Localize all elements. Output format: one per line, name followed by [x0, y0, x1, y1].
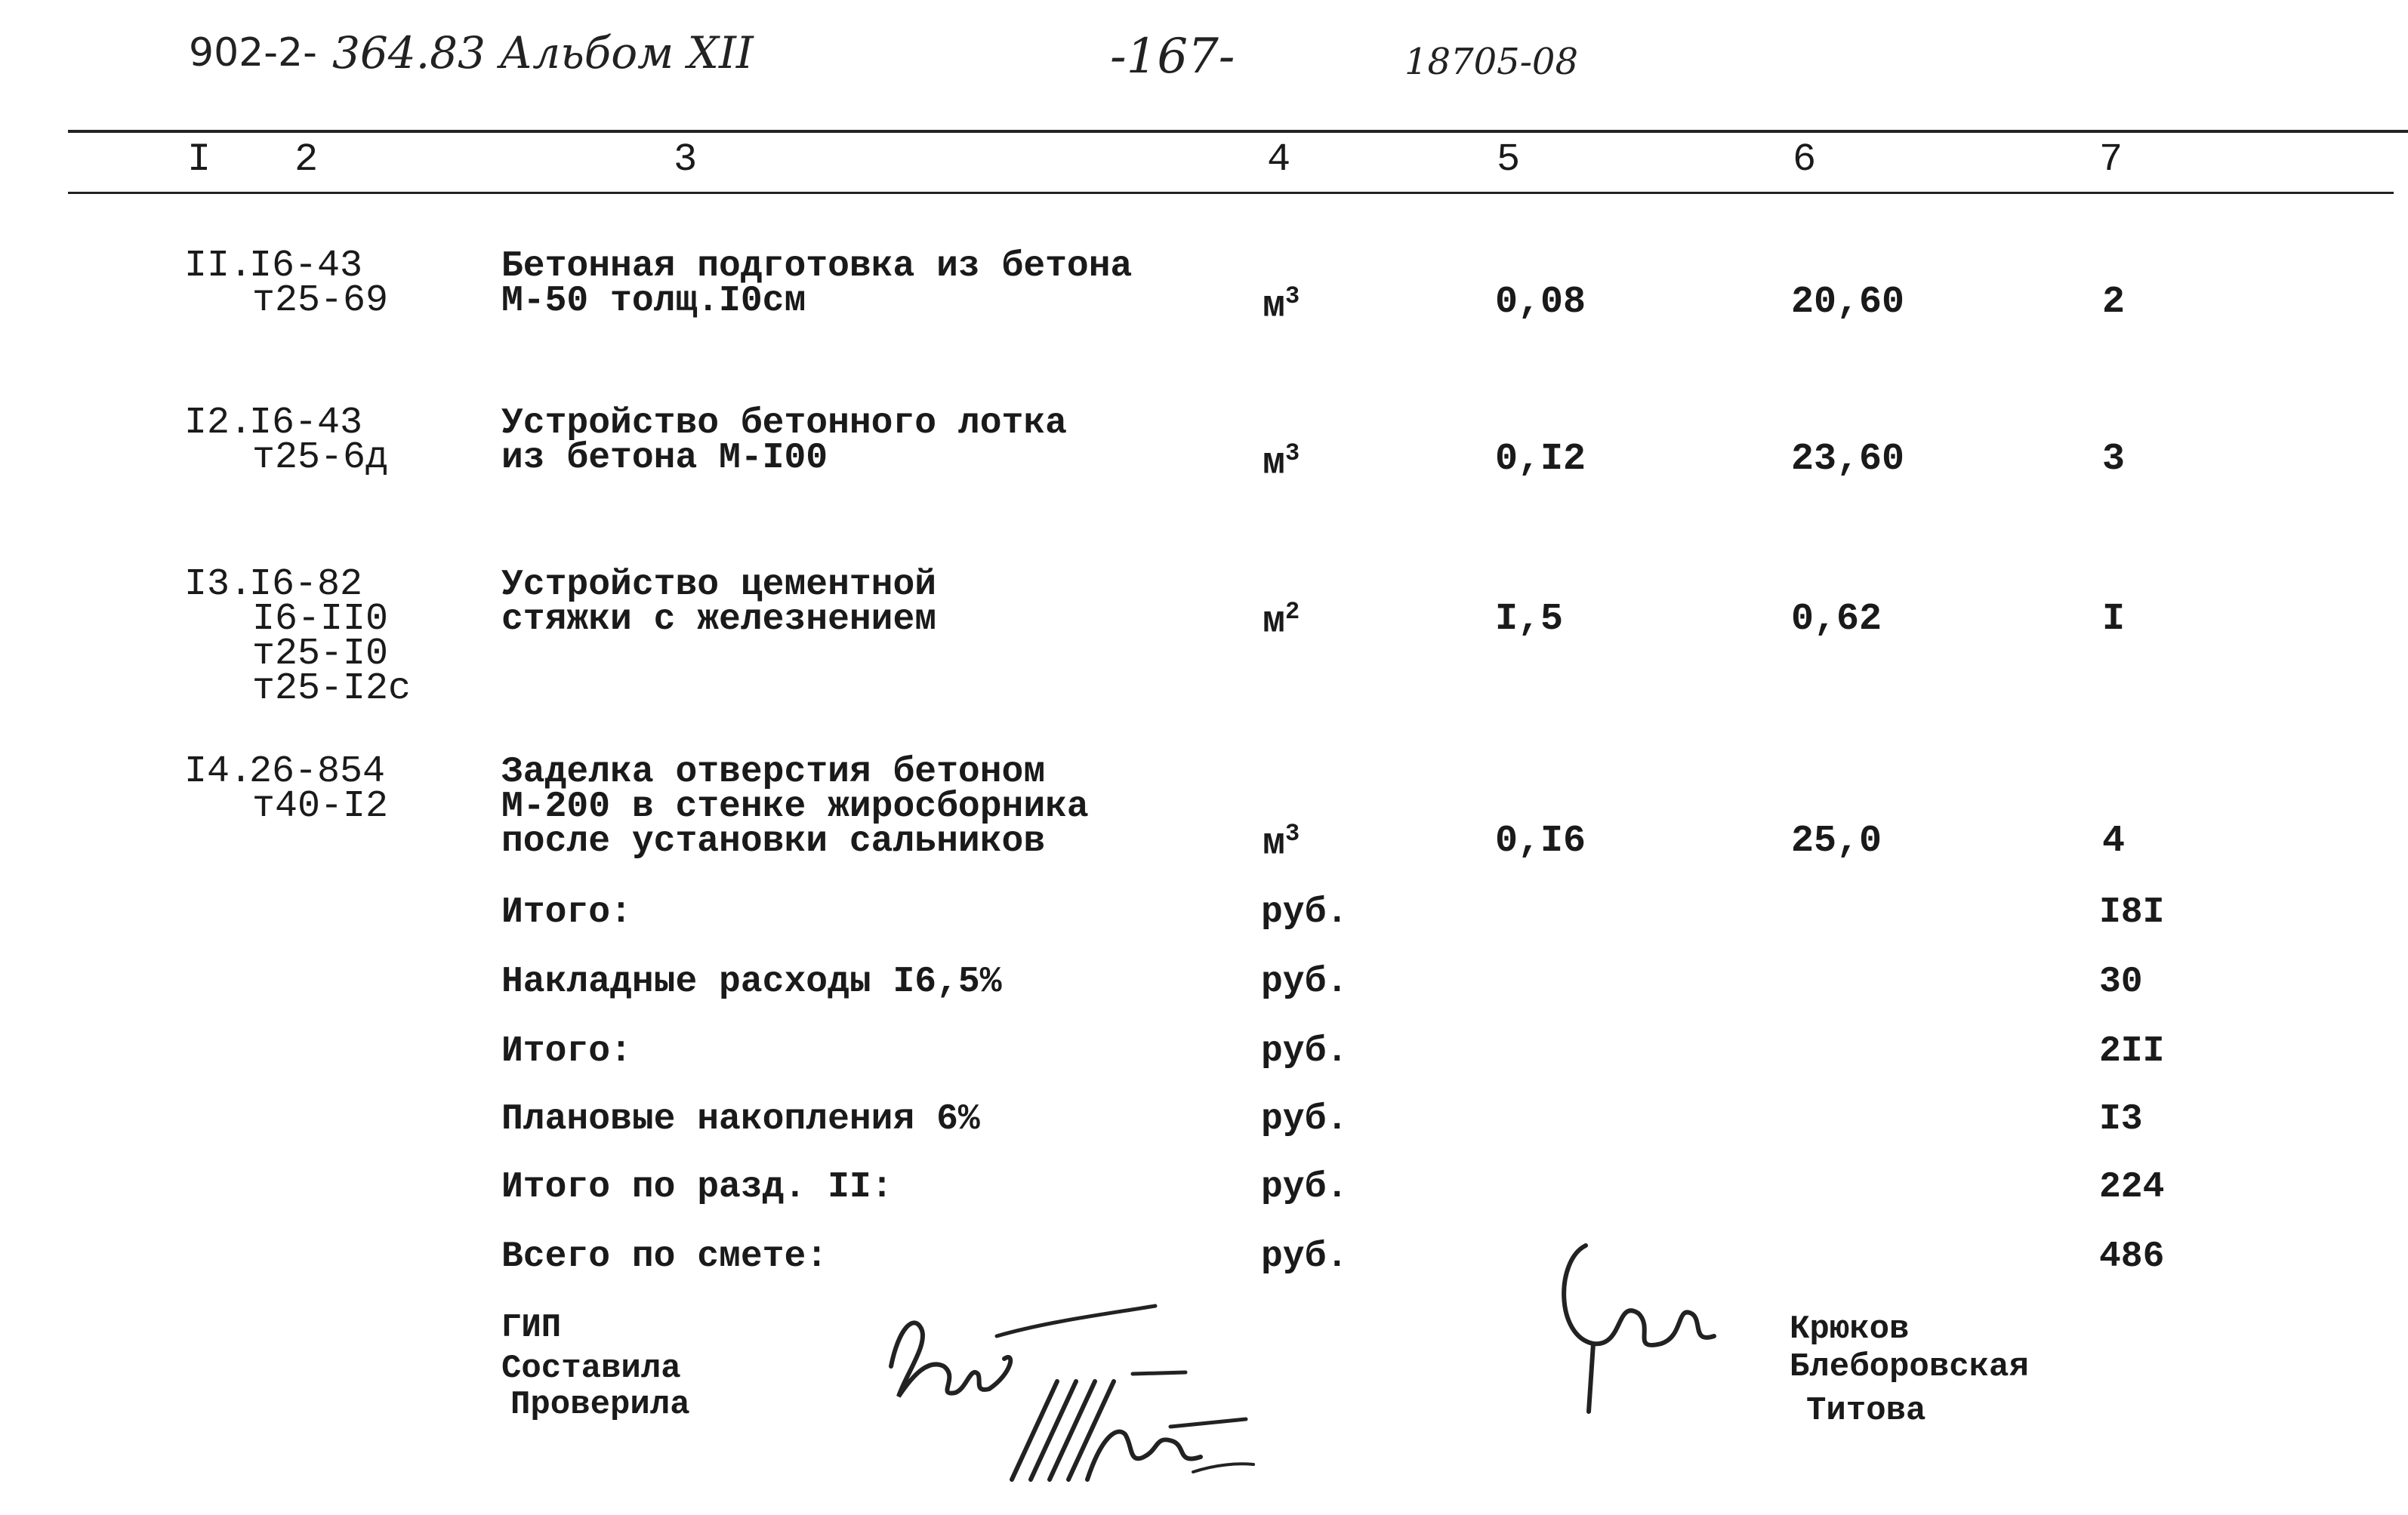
total-value: I8I — [2099, 892, 2165, 933]
norm-code: т25-6д — [252, 436, 389, 479]
subtotal-label: Итого: — [501, 1031, 632, 1072]
overhead-label: Накладные расходы I6,5% — [501, 962, 1002, 1002]
norm-code: I6-43 — [249, 402, 363, 445]
work-description: М-200 в стенке жиросборника — [501, 787, 1089, 827]
section-total-label: Итого по разд. II: — [501, 1167, 893, 1208]
role-compiled: Составила — [501, 1350, 681, 1387]
signature-checked — [997, 1351, 1269, 1487]
unit-price: 25,0 — [1791, 820, 1882, 863]
quantity: 0,I6 — [1495, 820, 1586, 863]
row-number: II. — [184, 245, 253, 288]
norm-code: I6-43 — [249, 245, 363, 288]
unit-price: 0,62 — [1791, 598, 1882, 641]
grand-total-value: 486 — [2099, 1236, 2165, 1277]
work-description: после установки сальников — [501, 821, 1046, 862]
norm-code: т40-I2 — [252, 785, 389, 828]
norm-code: I6-II0 — [252, 598, 389, 641]
planned-savings-value: I3 — [2099, 1099, 2143, 1140]
unit: $м^3$ — [1263, 820, 1300, 866]
work-description: М-50 толщ.I0см — [501, 281, 806, 322]
planned-savings-unit: руб. — [1261, 1099, 1349, 1140]
col-header-5: 5 — [1497, 137, 1521, 182]
overhead-unit: руб. — [1261, 962, 1349, 1002]
role-checked: Проверила — [510, 1386, 690, 1424]
row-number: I4. — [184, 750, 253, 793]
quantity: I,5 — [1495, 598, 1564, 641]
planned-savings-label: Плановые накопления 6% — [501, 1099, 980, 1140]
col-header-6: 6 — [1793, 137, 1817, 182]
unit: $м^3$ — [1263, 282, 1300, 328]
col-header-4: 4 — [1267, 137, 1291, 182]
total-unit: руб. — [1261, 892, 1349, 933]
grand-total-label: Всего по смете: — [501, 1236, 828, 1277]
cost: 2 — [2102, 281, 2126, 324]
section-total-unit: руб. — [1261, 1167, 1349, 1208]
work-description: Заделка отверстия бетоном — [501, 752, 1046, 793]
archive-number: 18705-08 — [1404, 41, 1578, 83]
work-description: из бетона М-I00 — [501, 438, 828, 479]
unit-price: 23,60 — [1791, 438, 1905, 481]
work-description: Бетонная подготовка из бетона — [501, 246, 1133, 287]
norm-code: т25-69 — [252, 279, 389, 322]
cost: 4 — [2102, 820, 2126, 863]
name-checked: Титова — [1806, 1392, 1926, 1430]
unit: $м^3$ — [1263, 439, 1300, 485]
page-number: -167- — [1110, 29, 1235, 85]
overhead-value: 30 — [2099, 962, 2143, 1002]
header-rule — [68, 192, 2394, 194]
norm-code: т25-I2с — [252, 667, 412, 710]
subtotal-unit: руб. — [1261, 1031, 1349, 1072]
cost: I — [2102, 598, 2126, 641]
name-gip: Крюков — [1790, 1310, 1910, 1348]
col-header-2: 2 — [294, 137, 319, 182]
role-gip: ГИП — [501, 1309, 562, 1347]
row-number: I2. — [184, 402, 253, 445]
quantity: 0,08 — [1495, 281, 1586, 324]
cost: 3 — [2102, 438, 2126, 481]
work-description: Устройство цементной — [501, 565, 937, 605]
signature-gip — [1540, 1230, 1737, 1419]
col-header-1: I — [187, 137, 211, 182]
col-header-7: 7 — [2099, 137, 2123, 182]
work-description: стяжки с железнением — [501, 599, 937, 640]
top-rule — [68, 130, 2408, 133]
norm-code: I6-82 — [249, 563, 363, 606]
row-number: I3. — [184, 563, 253, 606]
doc-code-handwritten: 364.83 Альбом XII — [332, 27, 754, 79]
norm-code: 26-854 — [249, 750, 386, 793]
doc-code: 902-2- — [189, 30, 317, 75]
total-label: Итого: — [501, 892, 632, 933]
quantity: 0,I2 — [1495, 438, 1586, 481]
col-header-3: 3 — [674, 137, 698, 182]
unit-price: 20,60 — [1791, 281, 1905, 324]
section-total-value: 224 — [2099, 1167, 2165, 1208]
grand-total-unit: руб. — [1261, 1236, 1349, 1277]
work-description: Устройство бетонного лотка — [501, 403, 1067, 444]
name-compiled: Блеборовская — [1790, 1348, 2029, 1386]
norm-code: т25-I0 — [252, 633, 389, 676]
unit: $м^2$ — [1263, 598, 1300, 644]
subtotal-value: 2II — [2099, 1031, 2165, 1072]
